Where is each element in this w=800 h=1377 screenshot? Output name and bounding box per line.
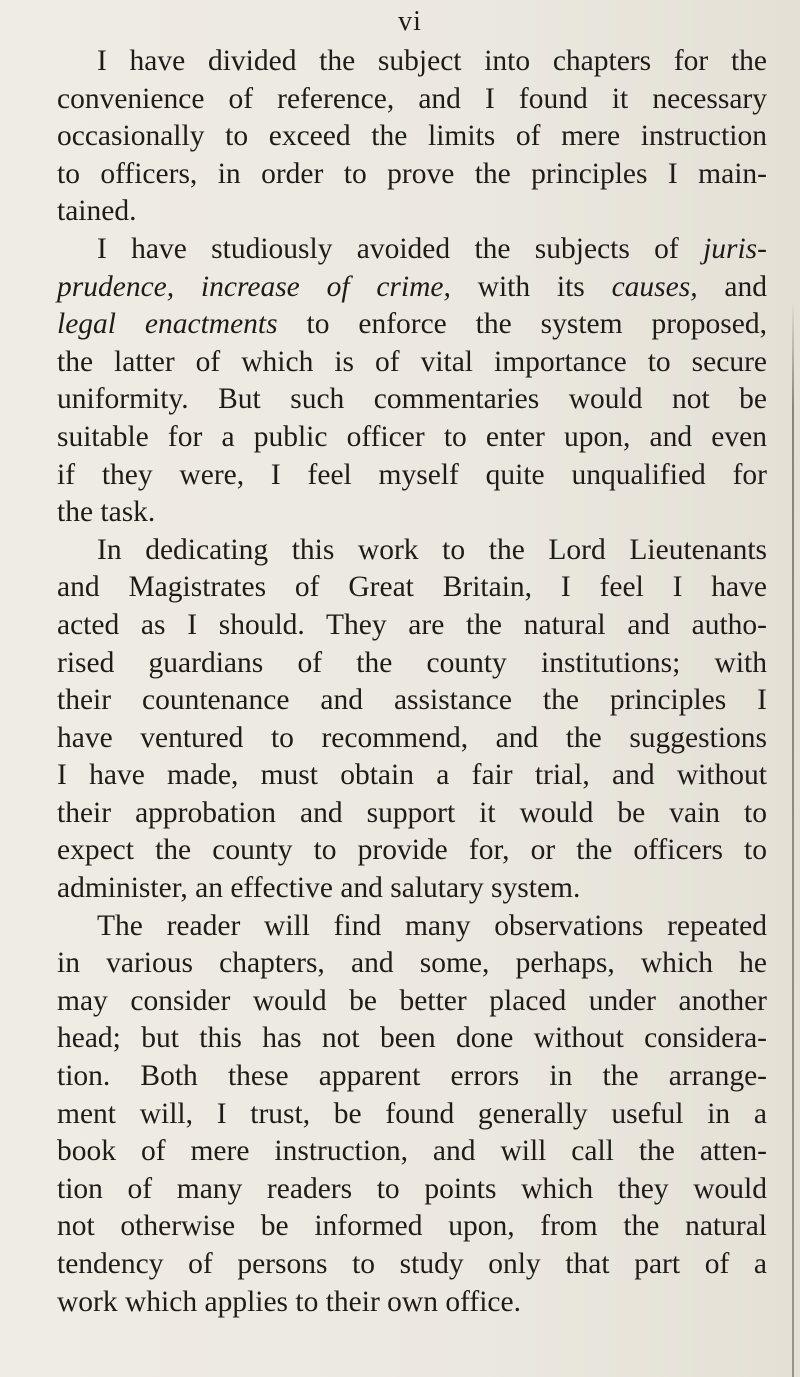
- text-line: work which applies to their own office.: [57, 1285, 521, 1318]
- text-segment: with its: [477, 270, 585, 303]
- text-line: their approbation and support it would be vain to: [57, 796, 767, 829]
- text-line: if they were, I feel myself quite unqualified for: [57, 458, 767, 491]
- text-line: I have divided the subject into chapters for the: [97, 45, 767, 77]
- text-line: In dedicating this work to the Lord Lieutenants: [97, 533, 767, 566]
- text-line: occasionally to exceed the limits of mere instruction: [57, 120, 767, 153]
- text-line: uniformity. But such commentaries would not be: [57, 383, 767, 416]
- text-line: their countenance and assistance the principles I: [57, 684, 767, 717]
- text-line: in various chapters, and some, perhaps, which he: [57, 947, 767, 980]
- text-segment: I have studiously avoided the subjects of: [97, 232, 679, 265]
- text-line: tained.: [57, 195, 137, 228]
- body-text: [57, 43, 767, 1321]
- text-line: tion of many readers to points which they would: [57, 1172, 767, 1205]
- italic-segment: juris-: [703, 232, 767, 265]
- text-line: [57, 306, 767, 344]
- text-line: The reader will find many observations repeated: [97, 909, 767, 942]
- text-line: the latter of which is of vital importance to secure: [57, 345, 767, 378]
- page-number: vi: [398, 6, 422, 37]
- italic-segment: causes,: [611, 270, 698, 303]
- italic-segment: legal enactments: [57, 308, 278, 341]
- text-line: I have made, must obtain a fair trial, and without: [57, 759, 767, 792]
- text-line: acted as I should. They are the natural and autho-: [57, 608, 767, 641]
- text-line: rised guardians of the county institutions; with: [57, 646, 767, 679]
- text-line: not otherwise be informed upon, from the natural: [57, 1210, 767, 1243]
- text-line: may consider would be better placed under another: [57, 984, 767, 1017]
- text-line: administer, an effective and salutary system.: [57, 872, 581, 905]
- text-segment: and: [724, 270, 767, 303]
- text-line: tendency of persons to study only that part of a: [57, 1248, 767, 1280]
- text-line: suitable for a public officer to enter upon, and even: [57, 420, 767, 453]
- text-line: convenience of reference, and I found it necessary: [57, 82, 767, 115]
- text-line: book of mere instruction, and will call the atten-: [57, 1135, 767, 1168]
- text-line: head; but this has not been done without considera-: [57, 1022, 767, 1055]
- text-line: the task.: [57, 496, 156, 529]
- text-line: expect the county to provide for, or the officers to: [57, 834, 767, 867]
- text-line: tion. Both these apparent errors in the arrange-: [57, 1060, 767, 1093]
- text-line: and Magistrates of Great Britain, I feel I have: [57, 571, 767, 604]
- text-line: [57, 231, 767, 269]
- page-edge-shadow: [792, 300, 794, 1377]
- text-segment: to enforce the system proposed,: [306, 308, 767, 341]
- text-line: to officers, in order to prove the principles I main-: [57, 157, 767, 190]
- italic-segment: prudence, increase of crime,: [57, 270, 451, 303]
- text-line: ment will, I trust, be found generally useful in a: [57, 1097, 767, 1130]
- text-line: have ventured to recommend, and the suggestions: [57, 721, 767, 754]
- text-line: [57, 269, 767, 307]
